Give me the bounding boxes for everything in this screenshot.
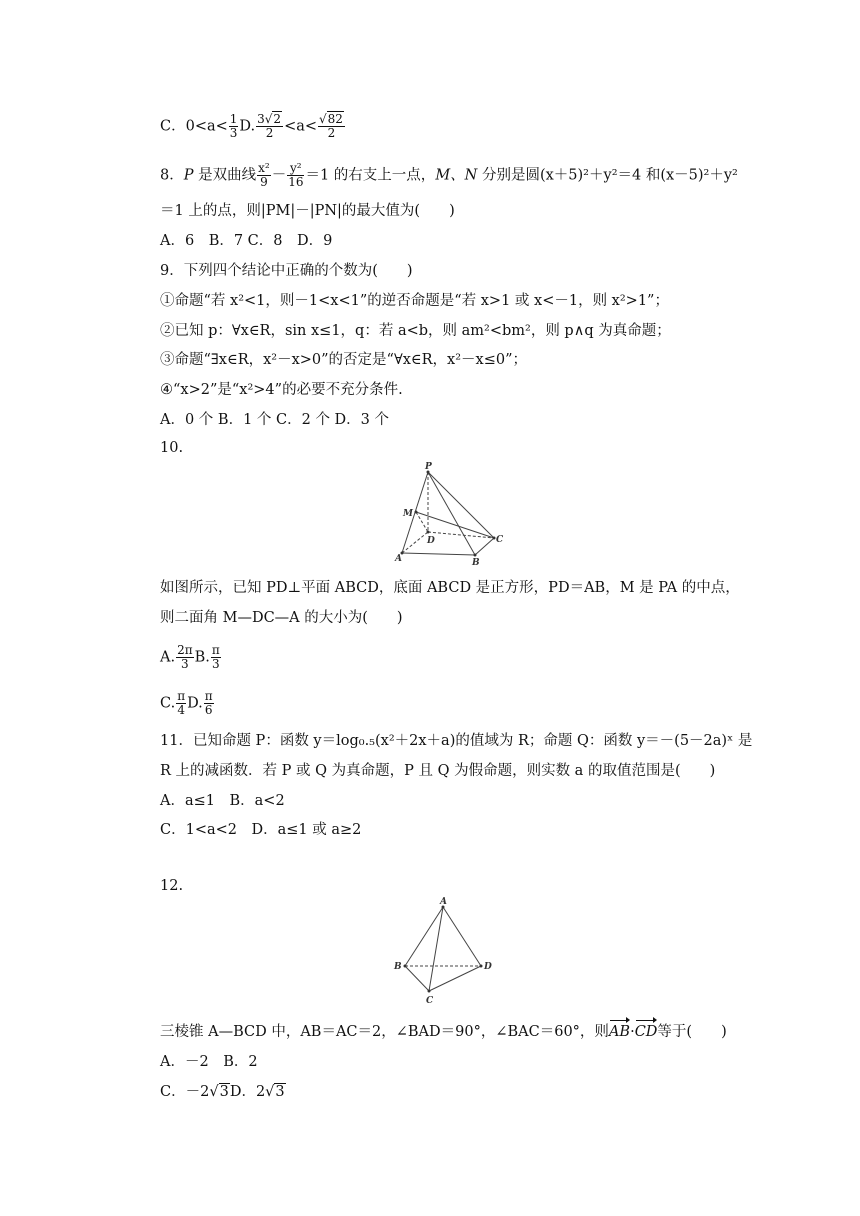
fraction: $\frac{1}{3}$ [229,112,238,140]
edge-PC [428,472,494,538]
q12-options-cd: C．－2√3D．2√3 [160,1084,285,1100]
edge-AD [443,907,481,966]
q8-stem-line1: 8．P 是双曲线 $\frac{\text{x²}}{9}$ － $\frac{\text{y²}}{16}$ ＝1 的右支上一点，M、N 分别是圆(x＋5)²＋y²＝4 和(x－5)²＋y² [160,161,738,189]
q7-option-cd: C．0<a< $\frac{1}{3}$ D. $\frac{3√2}{2}$ <a< $\frac{√82}{2}$ [160,112,343,140]
edge-AD [402,532,428,553]
label-D: D [427,536,435,546]
fraction: $\frac{\pi}{6}$ [204,689,213,717]
q8-stem-line2: ＝1 上的点，则|PM|－|PN|的最大值为( ) [160,203,455,219]
fraction: $\frac{\pi}{3}$ [211,643,220,671]
q9-statement-3: ③命题“∃x∈R，x²－x>0”的否定是“∀x∈R，x²－x≤0”； [160,352,528,368]
fraction: $\frac{\text{y²}}{16}$ [288,161,304,189]
q9-stem: 9．下列四个结论中正确的个数为( ) [160,263,413,279]
fraction: $\frac{2\pi}{3}$ [177,643,193,671]
edge-BC [405,966,429,991]
edge-AB [402,553,475,555]
edge-AC [429,907,443,991]
label-A: A [440,897,447,907]
fraction: $\frac{√82}{2}$ [319,112,343,140]
fraction: $\frac{\text{x²}}{9}$ [258,161,270,189]
label-B: B [394,962,402,972]
label-C: C [426,996,434,1006]
fraction: $\frac{3√2}{2}$ [257,112,282,140]
q12-stem: 三棱锥 A—BCD 中，AB＝AC＝2，∠BAD＝90°，∠BAC＝60°，则AB·CD等于( ) [160,1024,727,1040]
q12-options-ab: A．－2 B．2 [160,1054,258,1070]
q10-number: 10. [160,440,184,456]
edge-AB [405,907,443,966]
q9-options: A．0 个 B．1 个 C．2 个 D．3 个 [160,412,390,428]
q8-options: A．6 B．7 C．8 D．9 [160,233,333,249]
q10-options-ab: A. $\frac{2\pi}{3}$ B. $\frac{\pi}{3}$ [160,643,220,671]
q10-pyramid-figure [385,458,515,570]
q11-options-ab: A．a≤1 B．a<2 [160,793,285,809]
q9-statement-2: ②已知 p：∀x∈R，sin x≤1，q：若 a<b，则 am²<bm²，则 p∧q 为真命题； [160,323,671,339]
q11-stem-line2: R 上的减函数．若 P 或 Q 为真命题，P 且 Q 为假命题，则实数 a 的取值范围是( ) [160,763,716,779]
edge-CD [429,966,481,991]
q11-stem-line1: 11．已知命题 P：函数 y＝log₀.₅(x²＋2x＋a)的值域为 R；命题 Q：函数 y＝－(5－2a)ˣ 是 [160,733,753,749]
fraction: $\frac{\pi}{4}$ [177,689,186,717]
label-D: D [484,962,492,972]
edge-BC [475,538,494,555]
q9-statement-4: ④“x>2”是“x²>4”的必要不充分条件. [160,382,403,398]
q10-stem-line2: 则二面角 M—DC—A 的大小为( ) [160,610,403,626]
q10-stem-line1: 如图所示，已知 PD⊥平面 ABCD，底面 ABCD 是正方形，PD＝AB，M 是 PA 的中点， [160,580,740,596]
label-B: B [472,558,480,568]
label-P: P [425,462,432,472]
vector-CD: CD [634,1024,658,1040]
q10-options-cd: C. $\frac{\pi}{4}$ D. $\frac{\pi}{6}$ [160,689,213,717]
vector-AB: AB [608,1024,631,1040]
q12-number: 12. [160,878,184,894]
q11-options-cd: C．1<a<2 D．a≤1 或 a≥2 [160,822,362,838]
label-A: A [395,554,402,564]
q9-statement-1: ①命题“若 x²<1，则－1<x<1”的逆否命题是“若 x>1 或 x<－1，则 x²>1”； [160,293,669,309]
label-M: M [403,509,413,519]
q12-tetrahedron-figure [385,896,500,1008]
edge-PB [428,472,475,555]
label-C: C [496,535,504,545]
